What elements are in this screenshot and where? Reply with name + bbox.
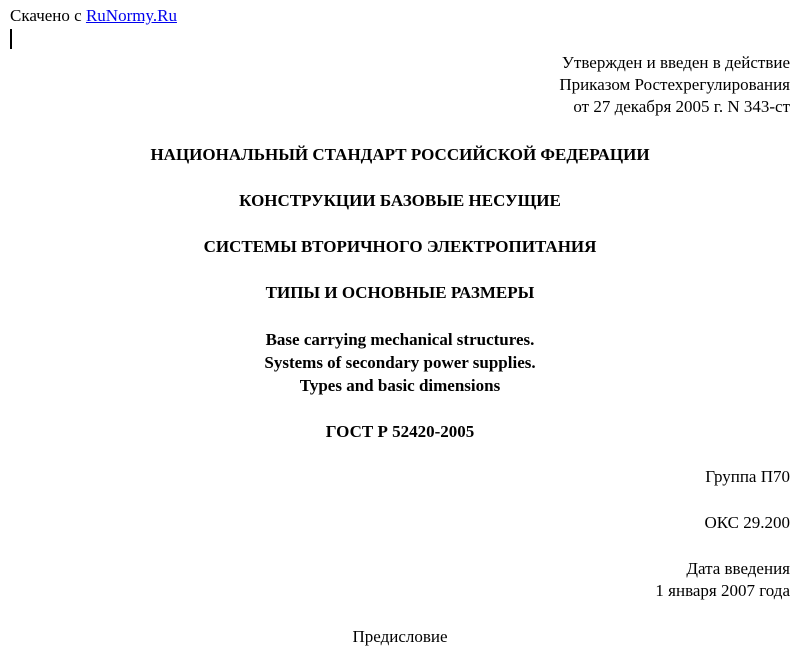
group-code: Группа П70	[705, 467, 790, 486]
approval-line-1: Утвержден и введен в действие	[561, 53, 790, 72]
introduction-date-label: Дата введения	[686, 559, 790, 578]
english-title-line-3: Types and basic dimensions	[299, 376, 501, 395]
approval-line-2: Приказом Ростехрегулирования	[559, 75, 790, 94]
english-title	[0, 328, 796, 397]
approval-block	[559, 52, 790, 118]
text-cursor	[10, 29, 12, 49]
source-prefix: Скачено с	[10, 6, 86, 25]
title-line-1: КОНСТРУКЦИИ БАЗОВЫЕ НЕСУЩИЕ	[239, 191, 561, 210]
introduction-date-block	[655, 558, 790, 602]
source-line	[10, 6, 177, 26]
title-line-2: СИСТЕМЫ ВТОРИЧНОГО ЭЛЕКТРОПИТАНИЯ	[203, 237, 597, 256]
standard-designation: ГОСТ Р 52420-2005	[325, 422, 475, 441]
title-line-3: ТИПЫ И ОСНОВНЫЕ РАЗМЕРЫ	[265, 283, 535, 302]
english-title-line-2: Systems of secondary power supplies.	[264, 353, 536, 372]
introduction-date: 1 января 2007 года	[655, 581, 790, 600]
national-standard-heading: НАЦИОНАЛЬНЫЙ СТАНДАРТ РОССИЙСКОЙ ФЕДЕРАЦИИ	[150, 145, 650, 164]
approval-line-3: от 27 декабря 2005 г. N 343-ст	[573, 97, 790, 116]
preface-heading: Предисловие	[352, 627, 448, 646]
oks-code: ОКС 29.200	[704, 513, 790, 532]
english-title-line-1: Base carrying mechanical structures.	[265, 330, 535, 349]
source-link[interactable]: RuNormy.Ru	[85, 6, 177, 25]
